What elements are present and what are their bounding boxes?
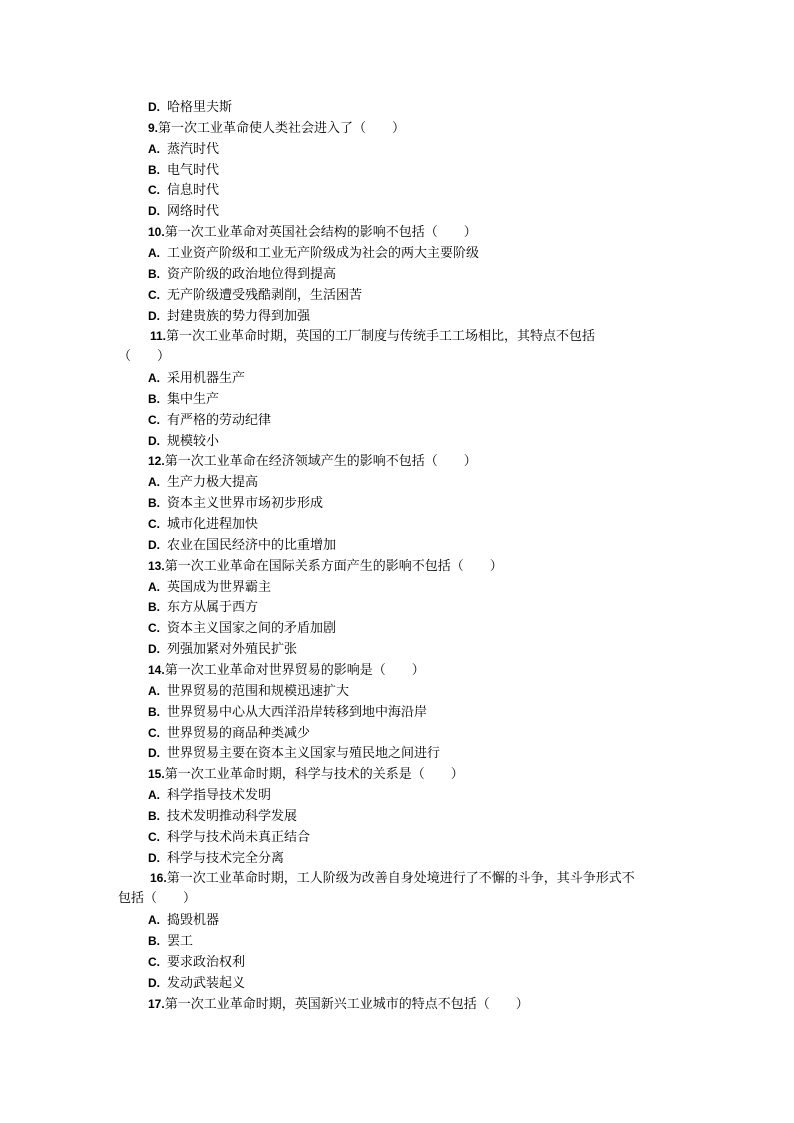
- option-letter: A.: [148, 475, 160, 490]
- option-letter: C.: [148, 621, 160, 636]
- option-letter: D.: [148, 308, 160, 323]
- option-letter: A.: [148, 245, 160, 260]
- option-text: 规模较小: [167, 433, 220, 449]
- option-text: 列强加紧对外殖民扩张: [167, 642, 298, 658]
- option-text: 农业在国民经济中的比重增加: [167, 537, 337, 553]
- question-stem: [148, 995, 529, 1014]
- option-text: 有严格的劳动纪律: [167, 412, 272, 428]
- option-text: 世界贸易的商品种类减少: [167, 725, 311, 741]
- option-letter: B.: [148, 391, 160, 406]
- option-letter: B.: [148, 808, 160, 823]
- question-number: 14.: [148, 662, 165, 677]
- option-text: 世界贸易中心从大西洋沿岸转移到地中海沿岸: [167, 704, 428, 720]
- option-text: 采用机器生产: [167, 371, 246, 387]
- option-letter: B.: [148, 704, 160, 719]
- question-text: 第一次工业革命对世界贸易的影响是（ ）: [164, 662, 425, 678]
- answer-option: [148, 432, 219, 451]
- answer-option: [148, 369, 245, 388]
- question-continuation: [118, 890, 196, 908]
- option-text: 世界贸易主要在资本主义国家与殖民地之间进行: [167, 746, 441, 762]
- answer-option: [148, 640, 297, 659]
- option-text: 工业资产阶级和工业无产阶级成为社会的两大主要阶级: [167, 245, 480, 261]
- question-stem: [148, 452, 477, 471]
- question-number: 10.: [148, 225, 165, 240]
- option-letter: A.: [148, 579, 160, 594]
- option-text: 科学与技术完全分离: [167, 850, 285, 866]
- option-text: 资产阶级的政治地位得到提高: [167, 266, 337, 282]
- question-stem: [150, 327, 595, 346]
- answer-option: [148, 265, 336, 284]
- question-text: 第一次工业革命在国际关系方面产生的影响不包括（ ）: [164, 558, 503, 574]
- answer-option: [148, 181, 219, 200]
- option-letter: D.: [148, 975, 160, 990]
- option-letter: D.: [148, 746, 160, 761]
- option-letter: D.: [148, 204, 160, 219]
- answer-option: [148, 411, 271, 430]
- answer-option: [148, 682, 349, 701]
- question-stem: [150, 869, 635, 888]
- option-letter: D.: [148, 850, 160, 865]
- option-letter: B.: [148, 600, 160, 615]
- option-text: 蒸汽时代: [167, 141, 220, 157]
- option-text: 无产阶级遭受残酷剥削，生活困苦: [167, 287, 363, 303]
- option-letter: A.: [148, 141, 160, 156]
- option-letter: D.: [148, 100, 160, 114]
- option-text: 英国成为世界霸主: [167, 579, 272, 595]
- question-continuation: [118, 348, 170, 366]
- option-letter: C.: [148, 517, 160, 531]
- option-text: 生产力极大提高: [167, 475, 259, 491]
- option-text: 东方从属于西方: [167, 600, 259, 616]
- option-letter: C.: [148, 829, 160, 844]
- answer-option: [148, 390, 219, 409]
- option-text: 资本主义国家之间的矛盾加剧: [167, 621, 337, 637]
- question-stem: [148, 765, 464, 784]
- option-letter: C.: [148, 412, 160, 427]
- answer-option: [148, 515, 258, 534]
- answer-option: [148, 724, 310, 743]
- option-text: 资本主义世界市场初步形成: [167, 496, 324, 512]
- option-text: 哈格里夫斯: [167, 100, 233, 115]
- answer-option: [148, 703, 427, 722]
- option-letter: A.: [148, 913, 160, 928]
- question-stem: [148, 557, 503, 576]
- option-text: 发动武装起义: [167, 975, 246, 991]
- answer-option: [148, 807, 297, 826]
- question-text: 第一次工业革命在经济领域产生的影响不包括（ ）: [164, 454, 477, 470]
- option-text: 科学与技术尚未真正结合: [167, 829, 311, 845]
- answer-option: [148, 911, 219, 930]
- question-number: 15.: [148, 767, 165, 782]
- question-number: 16.: [150, 871, 167, 886]
- answer-option: [148, 744, 440, 763]
- question-text: 第一次工业革命对英国社会结构的影响不包括（ ）: [164, 225, 477, 241]
- option-letter: C.: [148, 287, 160, 302]
- option-letter: A.: [148, 683, 160, 698]
- option-text: 网络时代: [167, 204, 220, 220]
- option-letter: B.: [148, 266, 160, 281]
- option-letter: D.: [148, 642, 160, 657]
- option-text: 罢工: [167, 934, 194, 949]
- answer-option: [148, 849, 284, 868]
- answer-option: [148, 953, 245, 972]
- question-number: 9.: [148, 120, 159, 135]
- question-stem: [148, 223, 477, 242]
- answer-option: [148, 598, 258, 617]
- answer-option: [148, 202, 219, 221]
- question-text: 第一次工业革命使人类社会进入了（ ）: [158, 120, 406, 136]
- answer-option: [148, 536, 336, 555]
- question-text: 第一次工业革命时期，英国的工厂制度与传统手工工场相比，其特点不包括: [166, 329, 596, 345]
- answer-option: [148, 98, 232, 117]
- option-text: 科学指导技术发明: [167, 788, 272, 804]
- answer-option: [148, 786, 271, 805]
- answer-option: [148, 619, 336, 638]
- question-stem: [148, 661, 425, 680]
- option-letter: A.: [148, 371, 160, 386]
- question-number: 13.: [148, 558, 165, 573]
- option-text: 世界贸易的范围和规模迅速扩大: [167, 683, 350, 699]
- answer-option: [148, 307, 310, 326]
- option-text: 城市化进程加快: [167, 517, 259, 532]
- question-text: 第一次工业革命时期，英国新兴工业城市的特点不包括（ ）: [164, 996, 529, 1012]
- option-text: 捣毁机器: [167, 913, 220, 929]
- option-letter: B.: [148, 496, 160, 511]
- option-letter: B.: [148, 934, 160, 948]
- option-letter: A.: [148, 788, 160, 803]
- option-letter: C.: [148, 725, 160, 740]
- question-number: 17.: [148, 996, 165, 1011]
- option-letter: D.: [148, 537, 160, 552]
- option-text: 封建贵族的势力得到加强: [167, 308, 311, 324]
- option-letter: B.: [148, 162, 160, 177]
- option-letter: C.: [148, 183, 160, 198]
- answer-option: [148, 244, 479, 263]
- option-text: 信息时代: [167, 183, 220, 199]
- option-letter: C.: [148, 954, 160, 969]
- answer-option: [148, 974, 245, 993]
- option-text: 集中生产: [167, 391, 220, 407]
- answer-option: [148, 161, 219, 180]
- question-text: 包括（ ）: [118, 891, 197, 907]
- question-number: 12.: [148, 454, 165, 469]
- answer-option: [148, 932, 193, 951]
- question-text: （ ）: [118, 349, 171, 365]
- option-text: 技术发明推动科学发展: [167, 808, 298, 824]
- question-text: 第一次工业革命时期，工人阶级为改善自身处境进行了不懈的斗争，其斗争形式不: [166, 871, 635, 887]
- answer-option: [148, 140, 219, 159]
- question-number: 11.: [150, 329, 167, 344]
- answer-option: [148, 286, 362, 305]
- answer-option: [148, 828, 310, 847]
- answer-option: [148, 473, 258, 492]
- option-text: 电气时代: [167, 162, 220, 178]
- answer-option: [148, 578, 271, 597]
- question-text: 第一次工业革命时期，科学与技术的关系是（ ）: [164, 767, 464, 783]
- option-letter: D.: [148, 433, 160, 448]
- answer-option: [148, 494, 323, 513]
- question-stem: [148, 119, 405, 138]
- option-text: 要求政治权利: [167, 954, 246, 970]
